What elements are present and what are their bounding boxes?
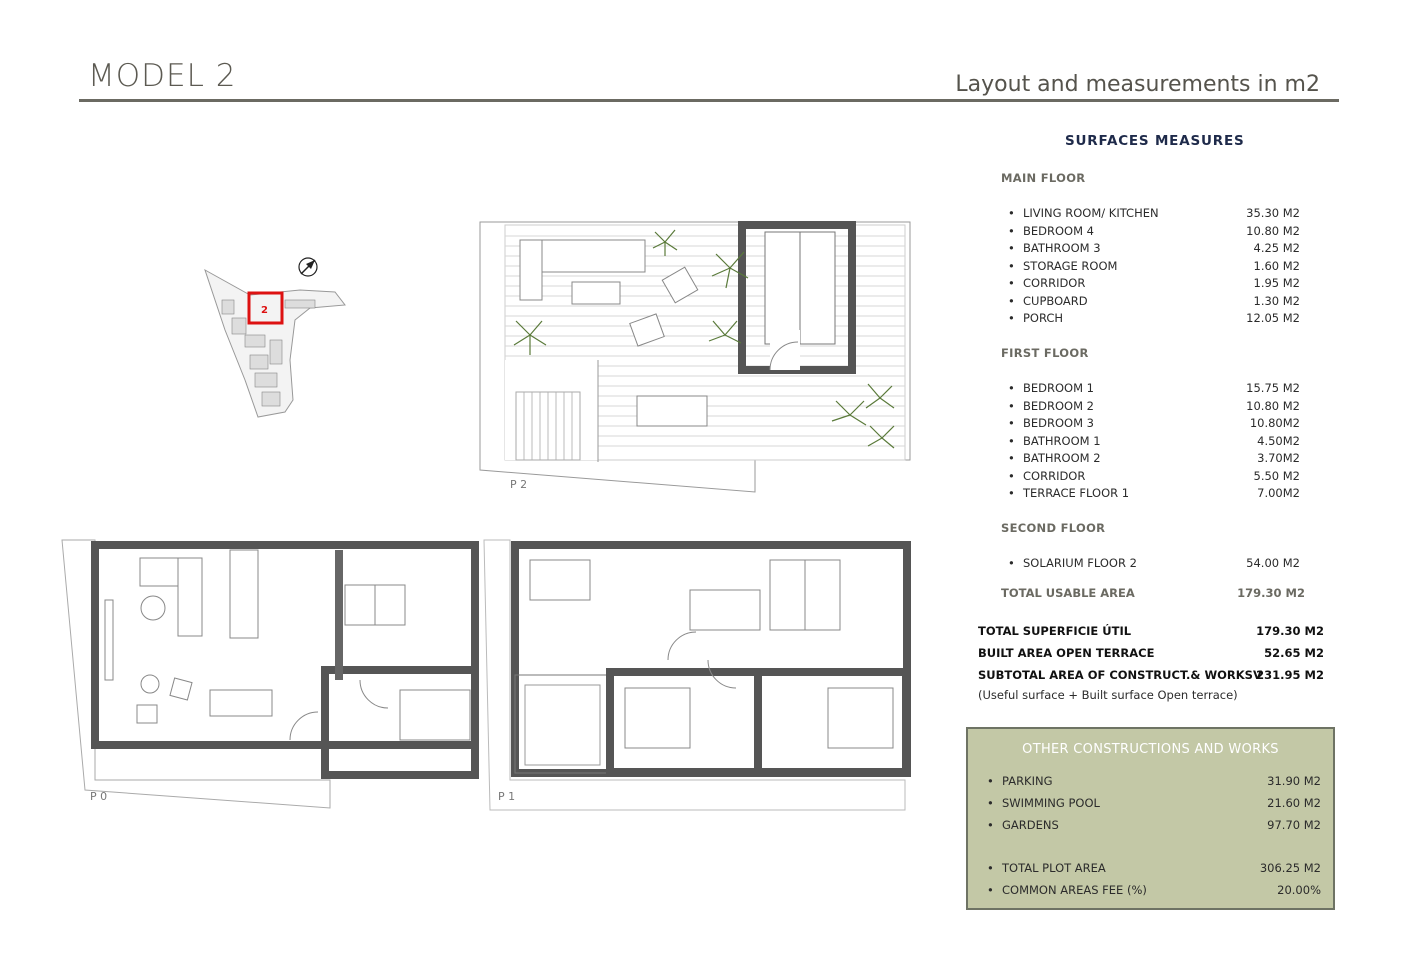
list-item: • CUPBOARD 1.30 M2 <box>1008 294 1300 308</box>
plan-label-p2: P 2 <box>510 478 528 491</box>
summary-row: SUBTOTAL AREA OF CONSTRUCT.& WORKSV 231.95 M2 <box>978 668 1324 682</box>
other-constructions-box <box>966 727 1335 910</box>
list-item: • BATHROOM 1 4.50M2 <box>1008 434 1300 448</box>
list-item: • BEDROOM 4 10.80 M2 <box>1008 224 1300 238</box>
list-item: • BEDROOM 1 15.75 M2 <box>1008 381 1300 395</box>
list-item: • PORCH 12.05 M2 <box>1008 311 1300 325</box>
list-item: • TOTAL PLOT AREA 306.25 M2 <box>987 861 1321 875</box>
list-item: • BATHROOM 3 4.25 M2 <box>1008 241 1300 255</box>
summary-row: BUILT AREA OPEN TERRACE 52.65 M2 <box>978 646 1324 660</box>
page-subtitle: Layout and measurements in m2 <box>955 72 1320 97</box>
plan-p1 <box>484 540 907 810</box>
list-item: • COMMON AREAS FEE (%) 20.00% <box>987 883 1321 897</box>
list-item: • SWIMMING POOL 21.60 M2 <box>987 796 1321 810</box>
main-floor-heading: MAIN FLOOR <box>1001 171 1086 185</box>
plan-p2 <box>480 222 910 492</box>
list-item: • SOLARIUM FLOOR 2 54.00 M2 <box>1008 556 1300 570</box>
list-item: • PARKING 31.90 M2 <box>987 774 1321 788</box>
plan-label-p1: P 1 <box>498 790 516 803</box>
list-item: • CORRIDOR 1.95 M2 <box>1008 276 1300 290</box>
site-plan <box>205 258 345 417</box>
summary-row: TOTAL SUPERFICIE ÚTIL 179.30 M2 <box>978 624 1324 638</box>
first-floor-heading: FIRST FLOOR <box>1001 346 1089 360</box>
plan-label-p0: P 0 <box>90 790 108 803</box>
list-item: • BEDROOM 3 10.80M2 <box>1008 416 1300 430</box>
second-floor-heading: SECOND FLOOR <box>1001 521 1106 535</box>
list-item: • BATHROOM 2 3.70M2 <box>1008 451 1300 465</box>
list-item: • TERRACE FLOOR 1 7.00M2 <box>1008 486 1300 500</box>
list-item: • LIVING ROOM/ KITCHEN 35.30 M2 <box>1008 206 1300 220</box>
list-item: • STORAGE ROOM 1.60 M2 <box>1008 259 1300 273</box>
plan-p0 <box>62 540 475 808</box>
list-item: • BEDROOM 2 10.80 M2 <box>1008 399 1300 413</box>
surfaces-title: SURFACES MEASURES <box>1065 133 1245 149</box>
list-item: • GARDENS 97.70 M2 <box>987 818 1321 832</box>
other-constructions-title: OTHER CONSTRUCTIONS AND WORKS <box>1022 742 1279 757</box>
list-item: • CORRIDOR 5.50 M2 <box>1008 469 1300 483</box>
total-usable-area: TOTAL USABLE AREA 179.30 M2 <box>1001 586 1305 600</box>
site-plot-number: 2 <box>261 305 268 316</box>
page-title: MODEL 2 <box>88 58 237 94</box>
summary-note: (Useful surface + Built surface Open terrace) <box>978 688 1238 702</box>
